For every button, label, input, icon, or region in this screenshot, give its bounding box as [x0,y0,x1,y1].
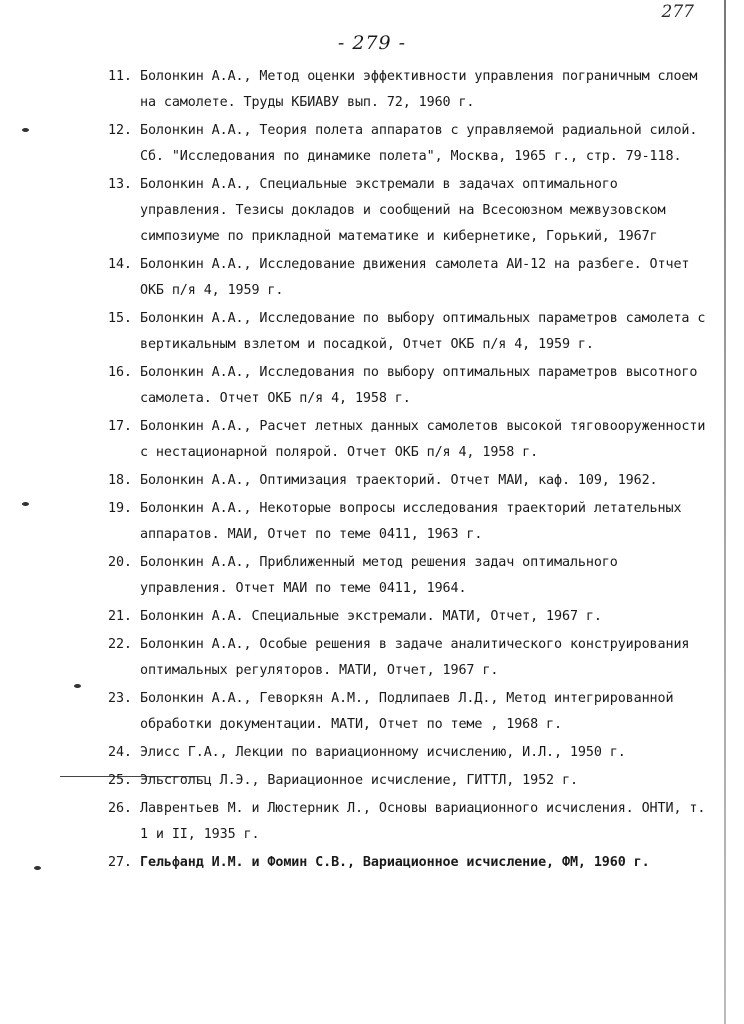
reference-text: Гельфанд И.М. и Фомин С.В., Вариационное исчисление, ФМ, 1960 г. [140,855,650,870]
reference-text: Элисс Г.А., Лекции по вариационному исчислению, И.Л., 1950 г. [140,745,626,760]
margin-mark [34,866,41,870]
reference-number: 22. [108,637,132,652]
reference-item [108,468,708,494]
reference-item [108,172,708,250]
reference-number: 18. [108,473,132,488]
reference-item [108,768,708,794]
margin-mark [22,502,29,506]
reference-item [108,252,708,304]
reference-text: Болонкин А.А., Геворкян А.М., Подлипаев Л.Д., Метод интегрированной обработки документации. МАТИ, Отчет по теме , 1968 г. [140,691,674,732]
reference-number: 26. [108,801,132,816]
reference-number: 13. [108,177,132,192]
reference-number: 24. [108,745,132,760]
reference-item [108,118,708,170]
margin-mark [74,684,81,688]
reference-item [108,496,708,548]
reference-number: 21. [108,609,132,624]
reference-text: Болонкин А.А., Специальные экстремали в задачах оптимального управления. Тезисы докладов и сообщений на Всесоюзном межвузовском симпозиуме по прикладной математике и кибернетике, Горький, 1967г [140,177,666,244]
margin-mark [22,128,29,132]
reference-text: Болонкин А.А., Метод оценки эффективности управления пограничным слоем на самолете. Труды КБИАВУ вып. 72, 1960 г. [140,69,698,110]
reference-number: 25. [108,773,132,788]
reference-list [108,64,708,878]
reference-text: Болонкин А.А., Исследования по выбору оптимальных параметров высотного самолета. Отчет ОКБ п/я 4, 1958 г. [140,365,698,406]
page-edge-line [724,0,726,1024]
reference-number: 12. [108,123,132,138]
reference-number: 20. [108,555,132,570]
reference-number: 23. [108,691,132,706]
reference-item [108,604,708,630]
reference-text: Болонкин А.А., Исследование по выбору оптимальных параметров самолета с вертикальным взлетом и посадкой, Отчет ОКБ п/я 4, 1959 г. [140,311,706,352]
reference-text: Эльсгольц Л.Э., Вариационное исчисление, ГИТТЛ, 1952 г. [140,773,578,788]
reference-number: 15. [108,311,132,326]
reference-number: 19. [108,501,132,516]
page-number: - 279 - [337,32,407,54]
reference-item [108,414,708,466]
reference-item [108,796,708,848]
reference-text: Болонкин А.А., Оптимизация траекторий. Отчет МАИ, каф. 109, 1962. [140,473,658,488]
reference-text: Лаврентьев М. и Люстерник Л., Основы вариационного исчисления. ОНТИ, т. 1 и II, 1935 г. [140,801,706,842]
reference-number: 16. [108,365,132,380]
reference-text: Болонкин А.А., Особые решения в задаче аналитического конструирования оптимальных регуляторов. МАТИ, Отчет, 1967 г. [140,637,690,678]
reference-number: 17. [108,419,132,434]
reference-item [108,740,708,766]
corner-page-number: 277 [661,2,694,22]
reference-item [108,550,708,602]
reference-item [108,360,708,412]
reference-text: Болонкин А.А., Некоторые вопросы исследования траекторий летательных аппаратов. МАИ, Отчет по теме 0411, 1963 г. [140,501,682,542]
reference-number: 14. [108,257,132,272]
reference-item [108,64,708,116]
reference-text: Болонкин А.А., Исследование движения самолета АИ-12 на разбеге. Отчет ОКБ п/я 4, 1959 г. [140,257,690,298]
reference-text: Болонкин А.А., Приближенный метод решения задач оптимального управления. Отчет МАИ по теме 0411, 1964. [140,555,618,596]
reference-text: Болонкин А.А., Теория полета аппаратов с управляемой радиальной силой. Сб. "Исследования по динамике полета", Москва, 1965 г., стр. 79-118. [140,123,698,164]
reference-item [108,686,708,738]
reference-item [108,632,708,684]
reference-number: 11. [108,69,132,84]
reference-text: Болонкин А.А., Расчет летных данных самолетов высокой тяговооруженности с нестационарной полярой. Отчет ОКБ п/я 4, 1958 г. [140,419,706,460]
reference-number: 27. [108,855,132,870]
reference-text: Болонкин А.А. Специальные экстремали. МАТИ, Отчет, 1967 г. [140,609,602,624]
reference-item [108,306,708,358]
reference-item [108,850,708,876]
